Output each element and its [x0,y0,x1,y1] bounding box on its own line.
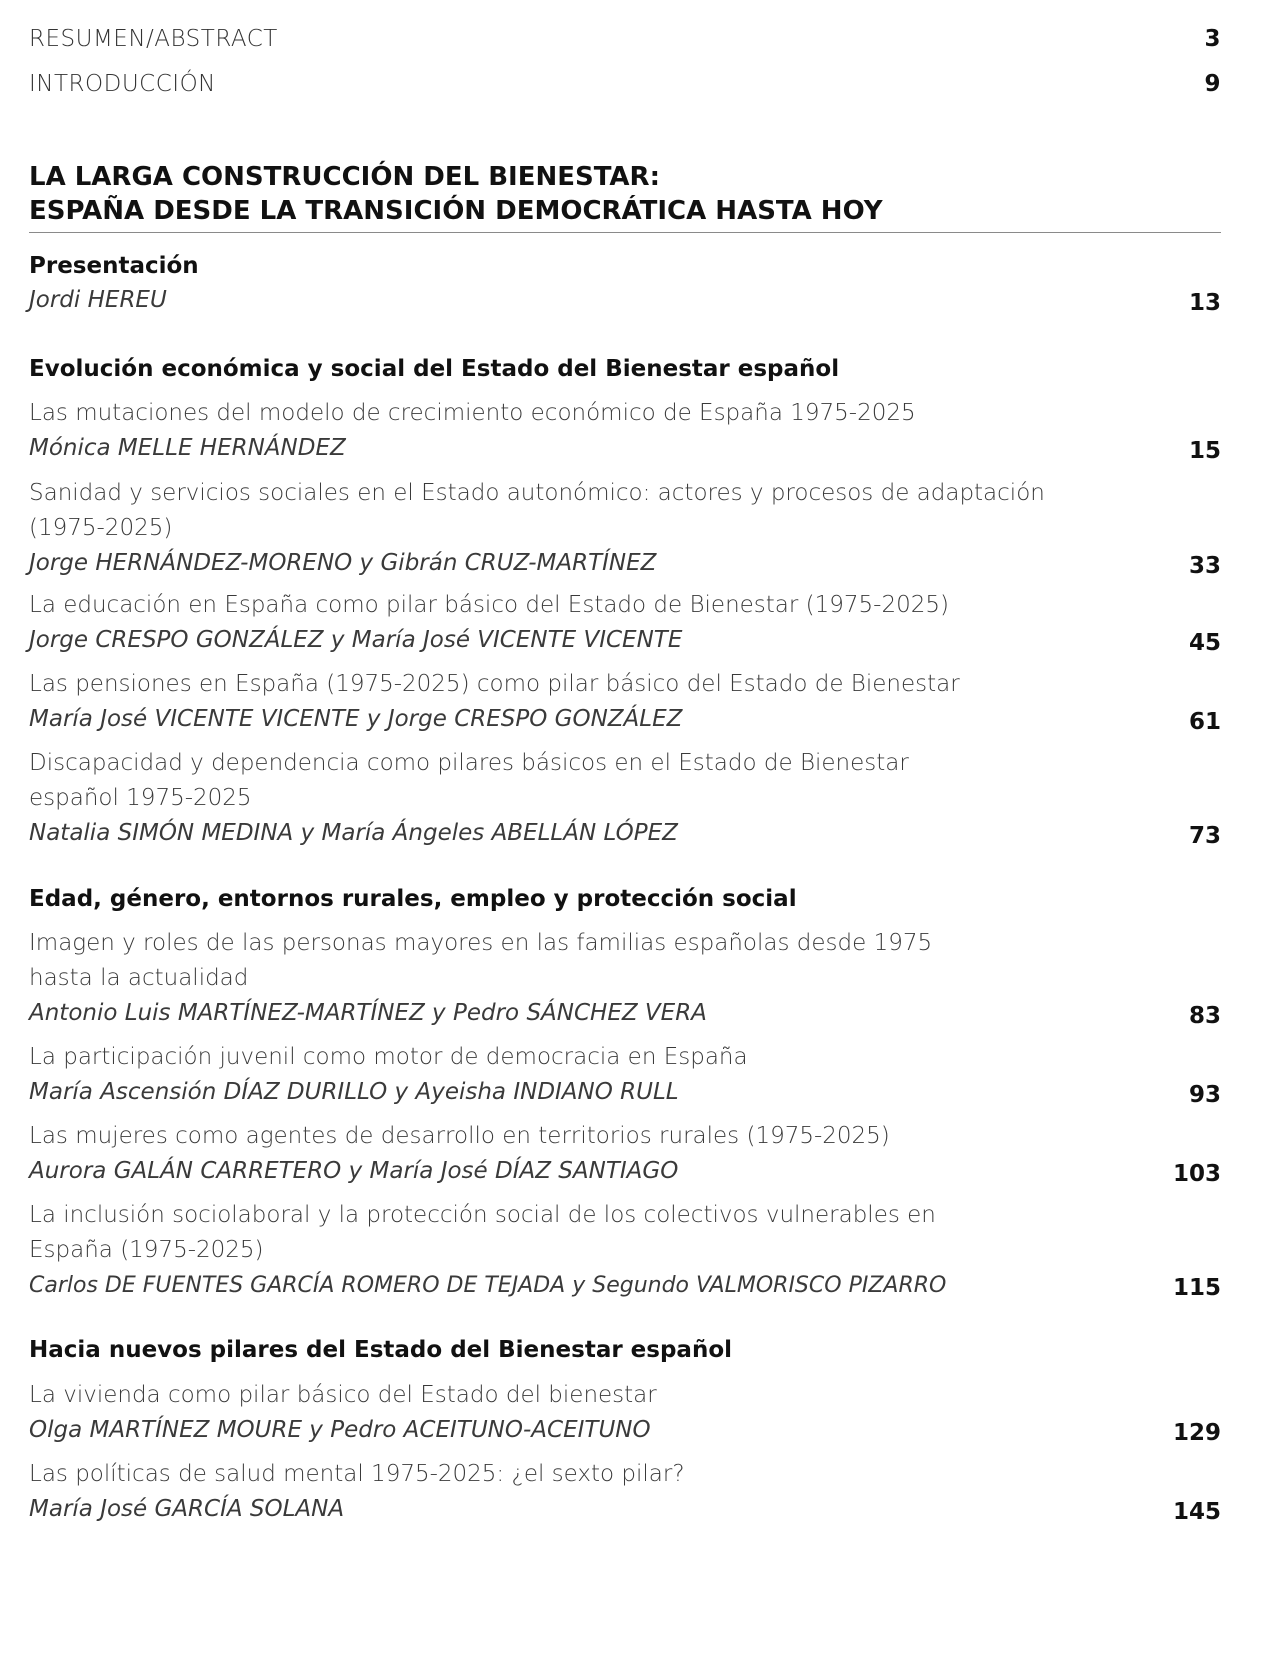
page-number: 115 [1172,1275,1221,1301]
entry-author: Natalia SIMÓN MEDINA y María Ángeles ABELLÁN LÓPEZ [29,820,678,846]
entry-author: Antonio Luis MARTÍNEZ-MARTÍNEZ y Pedro SÁNCHEZ VERA [29,1000,707,1026]
divider [29,232,1221,233]
page-number: 15 [1188,438,1221,464]
page-number: 33 [1188,553,1221,579]
page-number: 3 [1204,26,1221,52]
entry-title: INTRODUCCIÓN [29,71,216,97]
entry-title: (1975-2025) [29,515,173,541]
main-title-line: LA LARGA CONSTRUCCIÓN DEL BIENESTAR: [29,162,660,192]
section-heading: Evolución económica y social del Estado del Bienestar español [29,356,840,382]
main-title [29,160,1221,228]
entry-author: Carlos DE FUENTES GARCÍA ROMERO DE TEJADA y Segundo VALMORISCO PIZARRO [29,1273,947,1298]
entry-author: Jorge CRESPO GONZÁLEZ y María José VICENTE VICENTE [29,627,683,653]
toc-entry[interactable] [29,746,1221,851]
page-number: 103 [1172,1161,1221,1187]
entry-title: español 1975-2025 [29,785,252,811]
entry-title: RESUMEN/ABSTRACT [29,26,278,52]
entry-title: La vivienda como pilar básico del Estado del bienestar [29,1382,657,1408]
toc-entry[interactable] [29,1119,1221,1189]
toc-entry-resumen[interactable] [29,26,1221,52]
toc-entry-introduccion[interactable] [29,71,1221,97]
entry-title: Discapacidad y dependencia como pilares básicos en el Estado de Bienestar [29,750,909,776]
entry-title: Presentación [29,253,199,279]
entry-title: Imagen y roles de las personas mayores en las familias españolas desde 1975 [29,930,933,956]
page-number: 145 [1172,1499,1221,1525]
toc-entry[interactable] [29,1378,1221,1448]
entry-title: hasta la actualidad [29,965,249,991]
entry-author: Olga MARTÍNEZ MOURE y Pedro ACEITUNO-ACEITUNO [29,1417,651,1443]
entry-author: María José GARCÍA SOLANA [29,1496,345,1522]
entry-title: La educación en España como pilar básico del Estado de Bienestar (1975-2025) [29,592,949,618]
entry-author: Jordi HEREU [29,287,167,313]
entry-title: La inclusión sociolaboral y la protección social de los colectivos vulnerables en [29,1202,936,1228]
entry-title: La participación juvenil como motor de democracia en España [29,1044,748,1070]
toc-entry[interactable] [29,667,1221,737]
entry-title: Las mujeres como agentes de desarrollo en territorios rurales (1975-2025) [29,1123,890,1149]
toc-entry[interactable] [29,1457,1221,1527]
toc-entry[interactable] [29,1040,1221,1110]
entry-author: María Ascensión DÍAZ DURILLO y Ayeisha INDIANO RULL [29,1079,679,1105]
entry-title: Las mutaciones del modelo de crecimiento económico de España 1975-2025 [29,400,916,426]
toc-entry[interactable] [29,476,1221,581]
toc-entry[interactable] [29,396,1221,466]
toc-entry[interactable] [29,588,1221,658]
section-heading: Hacia nuevos pilares del Estado del Bienestar español [29,1337,733,1363]
toc-entry[interactable] [29,926,1221,1031]
entry-title: Las políticas de salud mental 1975-2025: ¿el sexto pilar? [29,1461,685,1487]
entry-title: España (1975-2025) [29,1237,264,1263]
toc-entry[interactable] [29,1198,1221,1303]
main-title-line: ESPAÑA DESDE LA TRANSICIÓN DEMOCRÁTICA HASTA HOY [29,196,883,226]
page-number: 83 [1188,1003,1221,1029]
section-heading: Edad, género, entornos rurales, empleo y protección social [29,886,797,912]
entry-author: Mónica MELLE HERNÁNDEZ [29,435,346,461]
entry-author: María José VICENTE VICENTE y Jorge CRESPO GONZÁLEZ [29,706,683,732]
toc-entry-presentacion[interactable] [29,249,1221,318]
page-number: 9 [1204,71,1221,97]
page-number: 61 [1188,709,1221,735]
entry-author: Jorge HERNÁNDEZ-MORENO y Gibrán CRUZ-MARTÍNEZ [29,550,657,576]
entry-title: Las pensiones en España (1975-2025) como pilar básico del Estado de Bienestar [29,671,960,697]
page-number: 73 [1188,823,1221,849]
page-number: 45 [1188,630,1221,656]
entry-title: Sanidad y servicios sociales en el Estado autonómico: actores y procesos de adaptación [29,480,1045,506]
entry-author: Aurora GALÁN CARRETERO y María José DÍAZ SANTIAGO [29,1158,679,1184]
page-number: 129 [1172,1420,1221,1446]
table-of-contents [29,0,1221,1668]
page-number: 93 [1188,1082,1221,1108]
page-number: 13 [1188,290,1221,316]
